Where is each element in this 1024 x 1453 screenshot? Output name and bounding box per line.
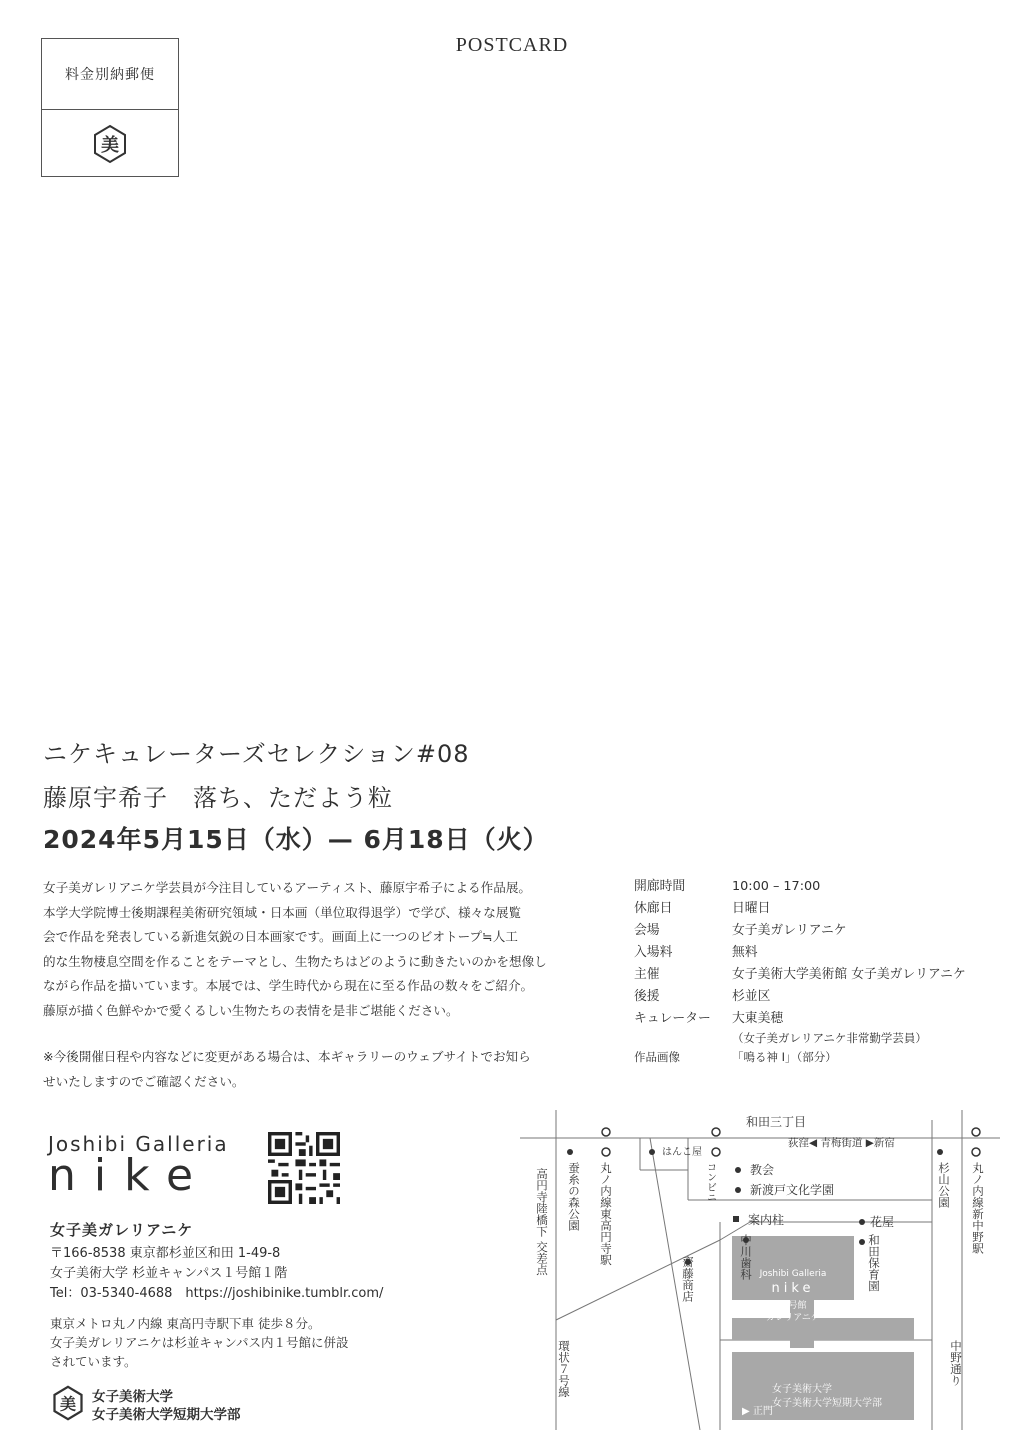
info-row (634, 942, 966, 964)
info-row (634, 964, 966, 986)
map-label-nakagawa: 中川歯科 (739, 1234, 753, 1280)
info-row (634, 1008, 966, 1030)
map-label-seimon: ▶ 正門 (742, 1406, 773, 1417)
map-label-convenience: コンビニ (704, 1162, 716, 1202)
description (43, 876, 547, 1023)
access-map (520, 1110, 1000, 1430)
description-line: 本学大学院博士後期課程美術研究領域・日本画（単位取得退学）で学び、様々な展覧 (43, 904, 522, 920)
description-line: 藤原が描く色鮮やかで愛くるしい生物たちの表情を是非ご堪能ください。 (43, 1002, 459, 1018)
university-mark (42, 110, 178, 178)
university-name: 女子美術大学 (92, 1389, 173, 1405)
gallery-logo: nike (48, 1150, 212, 1201)
artist-title: 藤原宇希子 落ち、ただよう粒 (43, 784, 393, 812)
map-label-bldg1-sub: ガレリアニケ (766, 1313, 820, 1323)
map-label-ome-road: 荻窪◀ 青梅街道 ▶新宿 (788, 1137, 895, 1149)
info-value: 女子美ガレリアニケ (732, 923, 847, 938)
notice-line: せいたしますのでご確認ください。 (43, 1073, 245, 1089)
map-label-school: 新渡戸文化学園 (750, 1183, 835, 1197)
info-key: 主催 (634, 967, 660, 982)
info-key: 会場 (634, 923, 660, 938)
info-row (634, 920, 966, 942)
map-label-hanko: はんこ屋 (662, 1147, 702, 1158)
map-label-higashi-koenji: 丸ノ内線東高円寺駅 (599, 1162, 613, 1266)
info-value: 杉並区 (732, 989, 771, 1004)
access-line: されています。 (50, 1354, 137, 1369)
info-key: 後援 (634, 989, 660, 1004)
info-value: 女子美術大学美術館 女子美ガレリアニケ (732, 967, 966, 982)
info-value: 「鳴る神 I」（部分） (732, 1050, 837, 1064)
map-label-koenji-crossing: 高円寺陸橋下 交差点 (535, 1168, 549, 1276)
map-label-kanjo7: 環状７号線 (557, 1340, 571, 1398)
info-key: 休廊日 (634, 901, 673, 916)
map-label-wada: 和田三丁目 (746, 1115, 807, 1129)
info-key: 開廊時間 (634, 879, 686, 894)
info-key (634, 1030, 732, 1046)
map-label-sugiyama-park: 杉山公園 (937, 1162, 951, 1208)
map-label-hanaya: 花屋 (870, 1215, 895, 1229)
map-label-annai: 案内柱 (748, 1213, 785, 1227)
gallery-logo-top: Joshibi Galleria (48, 1132, 229, 1156)
map-label-logo: nike (771, 1281, 815, 1296)
info-value: 日曜日 (732, 901, 771, 916)
access-line: 女子美ガレリアニケは杉並キャンパス内１号館に併設 (50, 1335, 349, 1350)
gallery-address (50, 1244, 383, 1304)
info-row (634, 898, 966, 920)
gallery-name: 女子美ガレリアニケ (50, 1221, 194, 1239)
description-line: 女子美ガレリアニケ学芸員が今注目しているアーティスト、藤原宇希子による作品展。 (43, 880, 532, 895)
info-value: （女子美ガレリアニケ非常勤学芸員） (732, 1031, 927, 1045)
info-value: 10:00 – 17:00 (732, 879, 821, 894)
info-row (634, 1046, 966, 1068)
postage-stamp-box (41, 38, 179, 177)
map-label-bldg1: １号館 (779, 1301, 807, 1311)
map-label-church: 教会 (750, 1163, 775, 1177)
access-info (50, 1314, 349, 1371)
contact-line: Tel：03-5340-4688 https://joshibinike.tumblr.com/ (50, 1286, 384, 1301)
svg-text:美: 美 (101, 135, 119, 156)
info-key: 入場料 (634, 945, 673, 960)
info-row (634, 876, 966, 898)
info-row (634, 986, 966, 1008)
map-label-campus1: 女子美術大学 (772, 1384, 832, 1395)
info-row (634, 1030, 966, 1046)
series-title: ニケキュレーターズセレクション#08 (43, 740, 470, 768)
map-label-shin-nakano: 丸ノ内線新中野駅 (971, 1162, 985, 1254)
notice-line: ※今後開催日程や内容などに変更がある場合は、本ギャラリーのウェブサイトでお知ら (43, 1049, 531, 1064)
info-key: キュレーター (634, 1011, 711, 1026)
map-label-logo-top: Joshibi Galleria (759, 1269, 827, 1279)
map-label-saito: 齋藤商店 (681, 1256, 695, 1302)
info-value: 大東美穂 (732, 1011, 784, 1026)
description-line: 会で作品を発表している新進気鋭の日本画家です。画面上に一つのビオトープ≒人工 (43, 929, 518, 944)
postage-label: 料金別納郵便 (42, 39, 178, 110)
access-line: 東京メトロ丸ノ内線 東高円寺駅下車 徒歩８分。 (50, 1316, 321, 1331)
postcard-heading: POSTCARD (455, 34, 569, 56)
university-mark-icon (90, 124, 130, 164)
description-line: ながら作品を描いています。本展では、学生時代から現在に至る作品の数々をご紹介。 (43, 978, 534, 993)
university-mark-icon (50, 1384, 86, 1422)
address-line: 〒166-8538 東京都杉並区和田 1-49-8 (50, 1246, 281, 1261)
exhibition-dates: 2024年5月15日（水）— 6月18日（火） (43, 825, 549, 854)
map-label-wada-hoikuen: 和田保育園 (867, 1234, 881, 1292)
map-label-nakano-dori: 中野通り (949, 1340, 963, 1386)
map-label-kaiko-park: 蚕糸の森公園 (567, 1162, 581, 1231)
notice (43, 1045, 531, 1094)
description-line: 的な生物棲息空間を作ることをテーマとし、生物たちはどのように動きたいのかを想像し (43, 953, 547, 969)
info-value: 無料 (732, 945, 758, 960)
qr-code-icon[interactable] (268, 1132, 340, 1204)
svg-text:美: 美 (59, 1394, 77, 1414)
info-table (634, 876, 966, 1068)
university-names (92, 1388, 241, 1424)
map-label-campus2: 女子美術大学短期大学部 (772, 1398, 882, 1409)
university-name: 女子美術大学短期大学部 (92, 1407, 241, 1423)
info-key: 作品画像 (634, 1050, 680, 1064)
address-line: 女子美術大学 杉並キャンパス１号館１階 (50, 1266, 288, 1281)
